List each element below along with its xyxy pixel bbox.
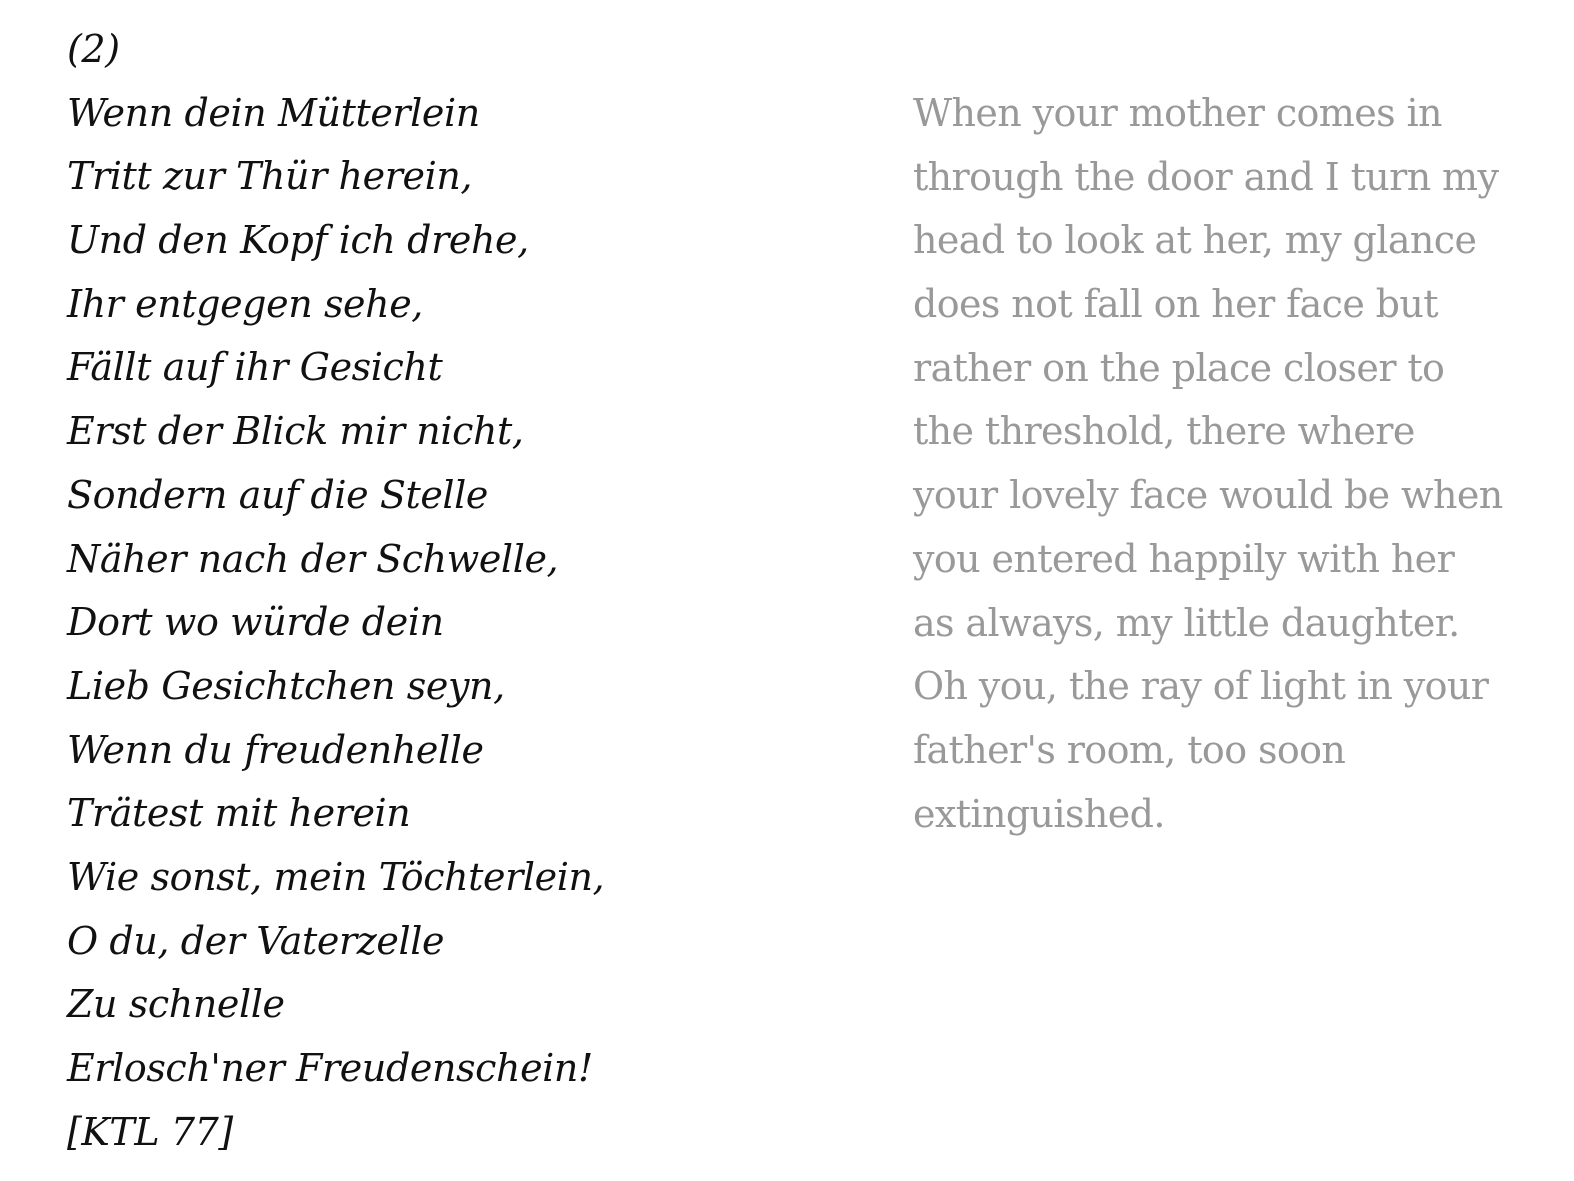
german-line: Fällt auf ihr Gesicht bbox=[67, 345, 443, 390]
german-line: Wenn du freudenhelle bbox=[67, 727, 484, 772]
german-line: Und den Kopf ich drehe, bbox=[67, 218, 529, 263]
german-line: Näher nach der Schwelle, bbox=[67, 536, 559, 581]
german-line: Lieb Gesichtchen seyn, bbox=[67, 663, 505, 708]
english-line: When your mother comes in bbox=[913, 91, 1442, 135]
german-line: Ihr entgegen sehe, bbox=[67, 281, 423, 326]
german-line: O du, der Vaterzelle bbox=[67, 918, 445, 963]
english-line: head to look at her, my glance bbox=[913, 218, 1477, 263]
english-line: extinguished. bbox=[913, 791, 1165, 836]
english-line: does not fall on her face but bbox=[913, 282, 1438, 327]
german-line: Wenn dein Mütterlein bbox=[67, 90, 480, 135]
english-line: rather on the place closer to bbox=[913, 345, 1445, 390]
english-line: the threshold, there where bbox=[913, 409, 1415, 454]
poem-reference: [KTL 77] bbox=[67, 1109, 233, 1154]
english-line: through the door and I turn my bbox=[913, 154, 1499, 199]
german-text-column bbox=[67, 18, 867, 1164]
german-line: Dort wo würde dein bbox=[67, 600, 444, 645]
german-line: Wie sonst, mein Töchterlein, bbox=[67, 854, 605, 899]
poem-number: (2) bbox=[67, 27, 120, 71]
german-line: Erst der Blick mir nicht, bbox=[67, 409, 524, 454]
english-line: your lovely face would be when bbox=[913, 473, 1503, 518]
english-line: Oh you, the ray of light in your bbox=[913, 664, 1489, 709]
english-line: father's room, too soon bbox=[913, 727, 1346, 772]
german-line: Erlosch'ner Freudenschein! bbox=[67, 1046, 593, 1090]
german-line: Sondern auf die Stelle bbox=[67, 472, 489, 517]
german-line: Trätest mit herein bbox=[67, 791, 411, 836]
english-translation-column bbox=[913, 82, 1533, 846]
english-line: you entered happily with her bbox=[913, 536, 1455, 581]
german-line: Tritt zur Thür herein, bbox=[67, 154, 473, 199]
german-line: Zu schnelle bbox=[67, 982, 285, 1027]
english-line: as always, my little daughter. bbox=[913, 600, 1460, 645]
